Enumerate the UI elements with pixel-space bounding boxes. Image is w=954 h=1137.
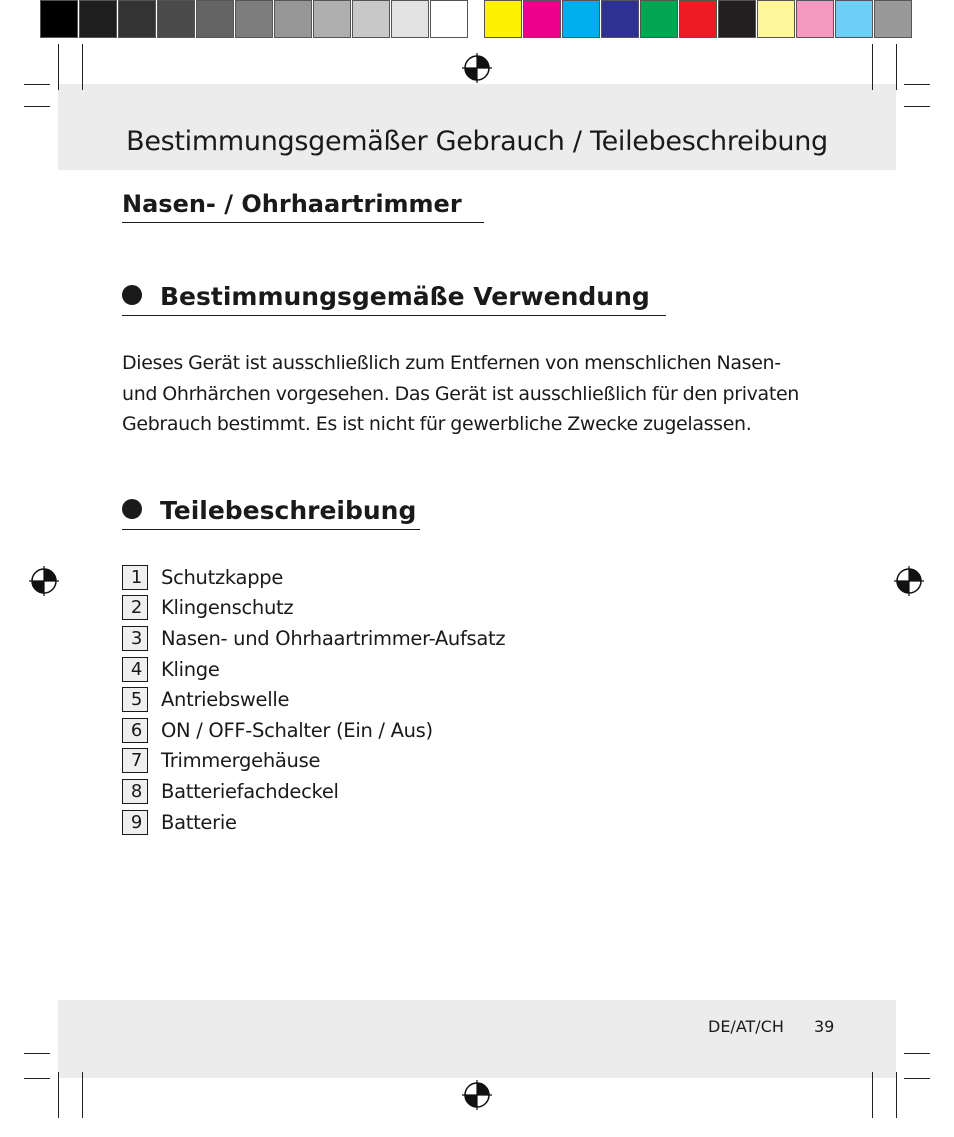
part-number-box: 1 [122, 565, 148, 590]
grayscale-swatch [352, 0, 390, 38]
part-label: Antriebswelle [161, 688, 290, 712]
paragraph-line: Dieses Gerät ist ausschließlich zum Entfernen von menschlichen Nasen- [122, 352, 781, 374]
page-title: Bestimmungsgemäßer Gebrauch / Teilebeschreibung [126, 126, 828, 157]
part-label: Batteriefachdeckel [161, 779, 339, 803]
part-label: Klinge [161, 657, 220, 681]
section-heading-text: Bestimmungsgemäße Verwendung [160, 282, 650, 311]
registration-mark-icon [462, 1080, 492, 1110]
parts-list [122, 562, 505, 837]
list-item [122, 593, 505, 624]
part-label: Nasen- und Ohrhaartrimmer-Aufsatz [161, 626, 506, 650]
grayscale-swatch [430, 0, 468, 38]
crop-mark [24, 106, 50, 107]
part-label: ON / OFF-Schalter (Ein / Aus) [161, 718, 433, 742]
process-color-swatch [562, 0, 600, 38]
bullet-dot-icon [122, 285, 142, 305]
crop-mark [872, 1072, 873, 1118]
part-number-box: 7 [122, 748, 148, 773]
registration-mark-icon [894, 566, 924, 596]
crop-mark [896, 1072, 897, 1118]
part-number-box: 2 [122, 595, 148, 620]
crop-mark [904, 106, 930, 107]
list-item [122, 562, 505, 593]
bullet-dot-icon [122, 499, 142, 519]
section-heading-parts [122, 496, 420, 530]
grayscale-swatch [196, 0, 234, 38]
process-color-swatch [484, 0, 522, 38]
list-item [122, 776, 505, 807]
part-label: Batterie [161, 810, 237, 834]
intended-use-paragraph [122, 348, 842, 440]
paragraph-line: und Ohrhärchen vorgesehen. Das Gerät ist ausschließlich für den privaten [122, 382, 799, 405]
crop-mark [82, 44, 83, 90]
list-item [122, 654, 505, 685]
list-item [122, 684, 505, 715]
crop-mark [904, 84, 930, 85]
list-item [122, 746, 505, 777]
part-number-box: 8 [122, 779, 148, 804]
crop-mark [24, 84, 50, 85]
page-number: 39 [814, 1017, 835, 1036]
crop-mark [24, 1053, 50, 1054]
process-color-swatch [874, 0, 912, 38]
registration-mark-icon [462, 53, 492, 83]
process-color-swatch [718, 0, 756, 38]
process-color-swatch [796, 0, 834, 38]
part-number-box: 9 [122, 810, 148, 835]
list-item [122, 715, 505, 746]
list-item [122, 623, 505, 654]
process-color-swatch [757, 0, 795, 38]
registration-mark-icon [29, 566, 59, 596]
crop-mark [904, 1078, 930, 1079]
part-label: Trimmergehäuse [161, 749, 321, 773]
part-number-box: 4 [122, 657, 148, 682]
grayscale-swatch [313, 0, 351, 38]
grayscale-swatch [79, 0, 117, 38]
part-number-box: 3 [122, 626, 148, 651]
grayscale-swatch [157, 0, 195, 38]
crop-mark [24, 1078, 50, 1079]
part-number-box: 6 [122, 718, 148, 743]
list-item [122, 807, 505, 838]
crop-mark [904, 1053, 930, 1054]
grayscale-color-bar [40, 0, 469, 42]
footer-band [58, 1000, 896, 1078]
process-color-swatch [523, 0, 561, 38]
crop-mark [58, 44, 59, 90]
crop-mark [872, 44, 873, 90]
process-color-bar [484, 0, 913, 42]
grayscale-swatch [274, 0, 312, 38]
crop-mark [896, 44, 897, 90]
crop-mark [82, 1072, 83, 1118]
paragraph-line: Gebrauch bestimmt. Es ist nicht für gewerbliche Zwecke zugelassen. [122, 413, 752, 435]
product-title: Nasen- / Ohrhaartrimmer [122, 190, 484, 223]
part-number-box: 5 [122, 687, 148, 712]
grayscale-swatch [118, 0, 156, 38]
process-color-swatch [640, 0, 678, 38]
section-heading-intended-use [122, 282, 666, 316]
grayscale-swatch [40, 0, 78, 38]
crop-mark [58, 1072, 59, 1118]
footer-region-label: DE/AT/CH [708, 1017, 784, 1036]
part-label: Schutzkappe [161, 565, 284, 589]
grayscale-swatch [235, 0, 273, 38]
process-color-swatch [679, 0, 717, 38]
part-label: Klingenschutz [161, 596, 294, 620]
grayscale-swatch [391, 0, 429, 38]
process-color-swatch [601, 0, 639, 38]
section-heading-text: Teilebeschreibung [160, 496, 417, 525]
process-color-swatch [835, 0, 873, 38]
